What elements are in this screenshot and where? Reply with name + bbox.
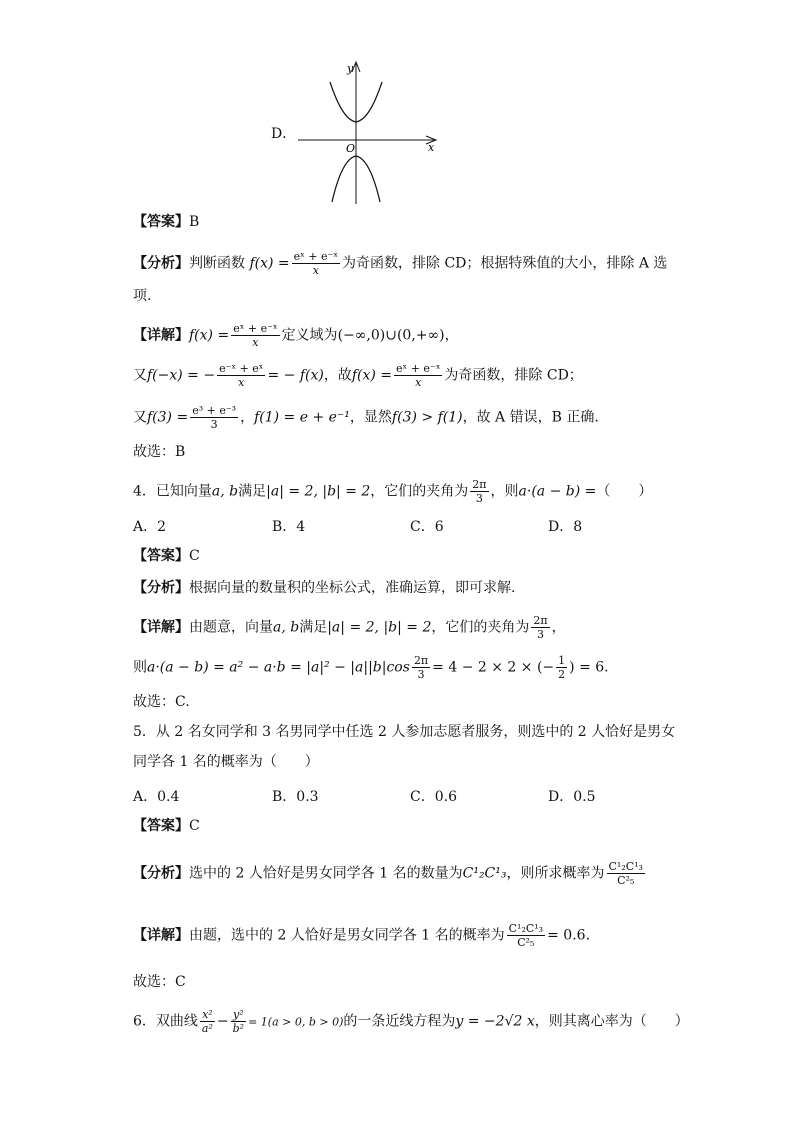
detail-tag: 【详解】 [133, 327, 189, 344]
q3-analysis: 【分析】判断函数 f(x) = $\frac{\text{eˣ + e⁻ˣ}}{x}$ 为奇函数，排除 CD；根据特殊值的大小，排除 A 选 [133, 250, 668, 277]
q3-detail-3: 又f(3) = $\frac{\text{e³ + e⁻³}}{3}$ ，f(1) = e + e⁻¹，显然f(3) > f(1)，故 A 错误，B 正确. [133, 404, 599, 431]
fraction: $\frac{\text{eˣ + e⁻ˣ}}{x}$ [293, 250, 339, 277]
q4-stem: 4．已知向量a, b满足|a| = 2, |b| = 2，它们的夹角为 $\frac{2\pi}{3}$ ，则a·(a − b) =（ ） [133, 478, 653, 505]
x-axis-label: x [428, 141, 435, 154]
q5-answer: 【答案】C [133, 818, 200, 834]
q5-detail: 【详解】由题，选中的 2 人恰好是男女同学各 1 名的概率为 $\frac{\text{C¹₂C¹₃}}{\text{C²₅}}$ = 0.6. [133, 922, 591, 949]
q3-detail-1: 【详解】f(x) = $\frac{\text{eˣ + e⁻ˣ}}{x}$ 定义域为(−∞,0)∪(0,+∞)， [133, 322, 459, 349]
q5-choice: 故选：C [133, 974, 186, 990]
option-d-graph [292, 58, 452, 208]
option-d-label: D． [271, 126, 297, 142]
analysis-tag: 【分析】 [133, 255, 189, 272]
q3-analysis-cont: 项. [133, 288, 152, 304]
q4-option-c: C．6 [410, 519, 444, 535]
q5-stem-2: 同学各 1 名的概率为（ ） [133, 754, 319, 770]
q5-option-a: A．0.4 [133, 789, 180, 805]
q4-analysis: 【分析】根据向量的数量积的坐标公式，准确运算，即可求解. [133, 580, 516, 596]
y-axis-label: y [347, 62, 354, 75]
q3-detail-2: 又f(−x) = − $\frac{\text{e⁻ˣ + eˣ}}{x}$ = − f(x)，故f(x) = $\frac{\text{eˣ + e⁻ˣ}}{x}$ 为奇函数，排除 CD； [133, 362, 583, 389]
q4-option-b: B．4 [272, 519, 306, 535]
q4-detail-2: 则a·(a − b) = a² − a·b = |a|² − |a||b|cos $\frac{2\pi}{3}$ = 4 − 2 × 2 × (− $\frac{1}{2}$ ) = 6. [133, 654, 609, 681]
origin-label: O [346, 142, 356, 155]
q4-choice: 故选：C. [133, 694, 190, 710]
q4-option-a: A．2 [133, 519, 167, 535]
q5-option-c: C．0.6 [410, 789, 457, 805]
q5-option-d: D．0.5 [548, 789, 596, 805]
q5-option-b: B．0.3 [272, 789, 319, 805]
q5-analysis: 【分析】选中的 2 人恰好是男女同学各 1 名的数量为C¹₂C¹₃，则所求概率为 $\frac{\text{C¹₂C¹₃}}{\text{C²₅}}$ [133, 860, 643, 887]
q6-stem: 6．双曲线 $\frac{\text{x²}}{\text{a²}}$ − $\frac{\text{y²}}{\text{b²}}$ = 1(a > 0, b > 0)的一条近线方程为y = −2√2 x，则其离心率为（ ） [133, 1008, 689, 1035]
q4-option-d: D．8 [548, 519, 583, 535]
q4-answer: 【答案】C [133, 548, 200, 564]
q3-answer: 【答案】B [133, 214, 200, 230]
q5-stem-1: 5．从 2 名女同学和 3 名男同学中任选 2 人参加志愿者服务，则选中的 2 人恰好是男女 [133, 724, 676, 740]
answer-tag: 【答案】 [133, 214, 189, 230]
q4-detail-1: 【详解】由题意，向量a, b满足|a| = 2, |b| = 2，它们的夹角为 $\frac{2\pi}{3}$ ， [133, 614, 566, 641]
q3-choice: 故选：B [133, 444, 186, 460]
